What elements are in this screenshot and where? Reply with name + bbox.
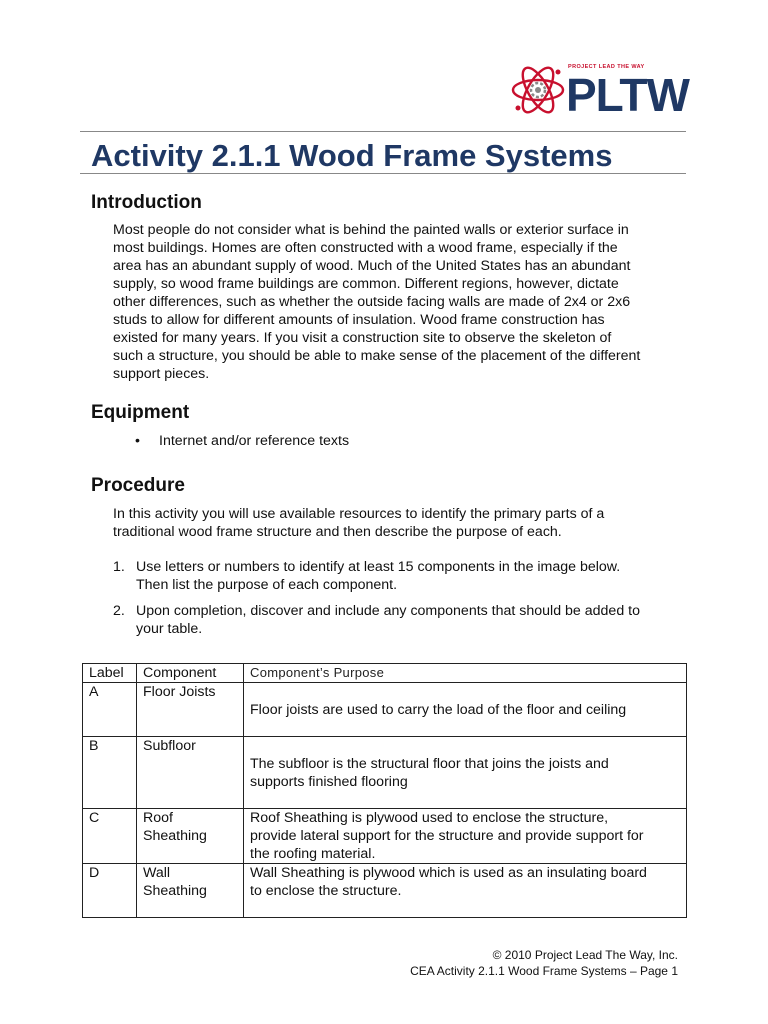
atom-icon <box>510 58 570 126</box>
purpose-line <box>250 737 680 755</box>
cell-purpose <box>244 683 687 737</box>
header-label: Label <box>83 664 137 683</box>
paragraph-line: support pieces. <box>113 366 210 382</box>
cell-purpose <box>244 809 687 864</box>
introduction-heading: Introduction <box>91 192 202 213</box>
component-line: Roof <box>143 810 173 826</box>
components-table <box>82 663 687 918</box>
introduction-paragraph <box>113 221 673 383</box>
footer-page-line: CEA Activity 2.1.1 Wood Frame Systems – Page 1 <box>410 964 678 978</box>
cell-purpose <box>244 737 687 809</box>
component-line: Sheathing <box>143 883 207 899</box>
bullet-icon: • <box>135 433 140 449</box>
page-title: Activity 2.1.1 Wood Frame Systems <box>91 138 613 173</box>
step-number: 1. <box>113 559 125 575</box>
paragraph-line: area has an abundant supply of wood. Much of the United States has an abundant <box>113 258 631 274</box>
cell-component <box>137 683 244 737</box>
component-line: Subfloor <box>143 738 196 754</box>
paragraph-line: existed for many years. If you visit a construction site to observe the skeleton of <box>113 330 612 346</box>
purpose-line: supports finished flooring <box>250 774 408 790</box>
paragraph-line: most buildings. Homes are often constructed with a wood frame, especially if the <box>113 240 618 256</box>
footer-copyright: © 2010 Project Lead The Way, Inc. <box>492 948 678 962</box>
purpose-line: Roof Sheathing is plywood used to enclose the structure, <box>250 810 609 826</box>
cell-label: D <box>83 864 137 918</box>
procedure-heading: Procedure <box>91 475 185 496</box>
purpose-line: the roofing material. <box>250 846 376 862</box>
cell-label: C <box>83 809 137 864</box>
cell-label: A <box>83 683 137 737</box>
purpose-line: provide lateral support for the structure and provide support for <box>250 828 644 844</box>
step-number: 2. <box>113 603 125 619</box>
table-row <box>83 864 687 918</box>
cell-purpose <box>244 864 687 918</box>
step-line: Upon completion, discover and include any components that should be added to <box>136 603 640 619</box>
step-line: Use letters or numbers to identify at least 15 components in the image below. <box>136 559 621 575</box>
paragraph-line: traditional wood frame structure and then describe the purpose of each. <box>113 524 562 540</box>
purpose-line: Wall Sheathing is plywood which is used as an insulating board <box>250 865 647 881</box>
logo-wordmark: PLTW <box>566 69 689 121</box>
procedure-paragraph <box>113 505 673 541</box>
cell-component <box>137 737 244 809</box>
header-purpose: Component’s Purpose <box>244 664 687 683</box>
cell-component <box>137 809 244 864</box>
table-row <box>83 737 687 809</box>
table-header-row <box>83 664 687 683</box>
cell-label: B <box>83 737 137 809</box>
paragraph-line: studs to allow for different amounts of insulation. Wood frame construction has <box>113 312 605 328</box>
component-line: Wall <box>143 865 171 881</box>
header-divider <box>80 131 686 132</box>
paragraph-line: such a structure, you should be able to make sense of the placement of the different <box>113 348 641 364</box>
pltw-logo <box>510 58 689 130</box>
paragraph-line: Most people do not consider what is behind the painted walls or exterior surface in <box>113 222 629 238</box>
equipment-heading: Equipment <box>91 402 190 423</box>
paragraph-line: In this activity you will use available resources to identify the primary parts of a <box>113 506 605 522</box>
purpose-line: The subfloor is the structural floor that joins the joists and <box>250 756 609 772</box>
logo-tagline: PROJECT LEAD THE WAY <box>568 64 645 70</box>
step-text <box>136 602 640 638</box>
step-line: Then list the purpose of each component. <box>136 577 398 593</box>
component-line: Floor Joists <box>143 684 216 700</box>
table-row <box>83 809 687 864</box>
table-row <box>83 683 687 737</box>
component-line: Sheathing <box>143 828 207 844</box>
paragraph-line: supply, so wood frame buildings are common. Different regions, however, dictate <box>113 276 619 292</box>
title-divider <box>80 173 686 174</box>
purpose-line: Floor joists are used to carry the load of the floor and ceiling <box>250 702 627 718</box>
step-text <box>136 558 620 594</box>
purpose-line: to enclose the structure. <box>250 883 402 899</box>
cell-component <box>137 864 244 918</box>
header-component: Component <box>137 664 244 683</box>
purpose-line <box>250 683 680 701</box>
paragraph-line: other differences, such as whether the outside facing walls are made of 2x4 or 2x6 <box>113 294 631 310</box>
step-line: your table. <box>136 621 203 637</box>
equipment-item: Internet and/or reference texts <box>159 433 350 449</box>
